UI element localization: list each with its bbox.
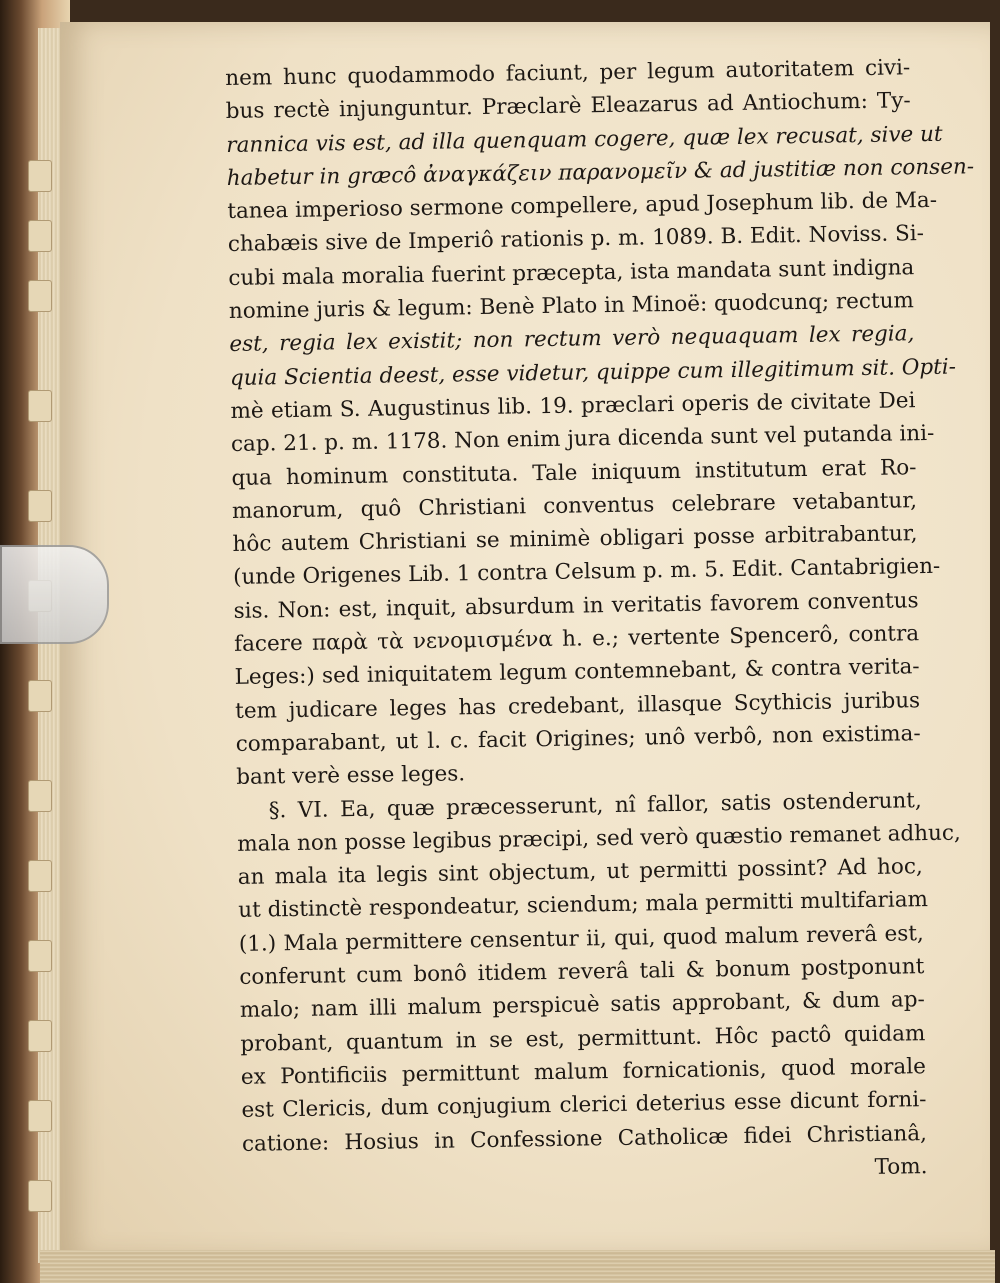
text-line: facere παρὰ τὰ νενομισμένα h. e.; vertente Spencerô, contra <box>233 621 920 657</box>
index-tab <box>28 1020 52 1052</box>
text-line: sis. Non: est, inquit, absurdum in veritatis favorem conventus <box>233 587 919 624</box>
index-tab <box>28 680 52 712</box>
text-line: rannica vis est, ad illa quenquam cogere, quæ lex recusat, sive ut <box>226 121 943 158</box>
index-tabs <box>28 160 54 1260</box>
index-tab <box>28 160 52 192</box>
page-bottom-edge <box>40 1250 995 1283</box>
text-line: nem hunc quodammodo faciunt, per legum autoritatem civi- <box>225 55 911 91</box>
text-line: nomine juris & legum: Benè Plato in Minoë: quodcunq; rectum <box>228 288 915 325</box>
index-tab <box>28 780 52 812</box>
index-tab <box>28 1100 52 1132</box>
text-line: est, regia lex existit; non rectum verò nequaquam lex regia, <box>229 321 915 358</box>
page-text <box>225 51 975 1194</box>
index-tab <box>28 390 52 422</box>
text-line: malo; nam illi malum perspicuè satis approbant, & dum ap- <box>239 987 926 1024</box>
index-tab <box>28 280 52 312</box>
text-line: an mala ita legis sint objectum, ut permitti possint? Ad hoc, <box>237 854 923 891</box>
text-line: hôc autem Christiani se minimè obligari posse arbitrabantur, <box>232 521 918 558</box>
text-line: mè etiam S. Augustinus lib. 19. præclari operis de civitate Dei <box>230 388 916 424</box>
text-line: est Clericis, dum conjugium clerici deterius esse dicunt forni- <box>241 1087 927 1124</box>
index-tab <box>28 1180 52 1212</box>
text-line: comparabant, ut l. c. facit Origines; unô verbô, non existima- <box>235 721 921 757</box>
text-line: bant verè esse leges. <box>236 761 466 791</box>
text-line: manorum, quô Christiani conventus celebrare vetabantur, <box>231 488 918 524</box>
index-tab <box>28 860 52 892</box>
text-line: qua hominum constituta. Tale iniquum institutum erat Ro- <box>231 454 917 491</box>
section-heading-line: §. VI. Ea, quæ præcesserunt, nî fallor, satis ostenderunt, <box>268 787 922 823</box>
text-line: (unde Origenes Lib. 1 contra Celsum p. m. 5. Edit. Cantabrigien- <box>232 554 941 591</box>
index-tab <box>28 220 52 252</box>
text-line: probant, quantum in se est, permittunt. Hôc pactô quidam <box>240 1020 926 1057</box>
catchword: Tom. <box>874 1153 928 1180</box>
index-tab <box>28 940 52 972</box>
text-line: ut distinctè respondeatur, sciendum; mala permitti multifariam <box>238 887 929 924</box>
text-line: mala non posse legibus præcipi, sed verò quæstio remanet adhuc, <box>237 820 961 857</box>
text-line: tem judicare leges has credebant, illasque Scythicis juribus <box>234 687 921 724</box>
text-line: tanea imperioso sermone compellere, apud Josephum lib. de Ma- <box>227 188 938 225</box>
text-line: ex Pontificiis permittunt malum fornicationis, quod morale <box>240 1054 927 1090</box>
text-line: cubi mala moralia fuerint præcepta, ista mandata sunt indigna <box>228 254 915 291</box>
text-line: habetur in græcô ἀναγκάζειν παρανομεῖν & ad justitiæ non consen- <box>226 154 975 191</box>
text-line: Leges:) sed iniquitatem legum contemnebant, & contra verita- <box>234 654 920 691</box>
text-line: bus rectè injunguntur. Præclarè Eleazarus ad Antiochum: Ty- <box>225 88 911 125</box>
text-line: conferunt cum bonô itidem reverâ tali & bonum postponunt <box>239 954 925 990</box>
text-line: (1.) Mala permittere censentur ii, qui, quod malum reverâ est, <box>238 920 924 957</box>
text-line: cap. 21. p. m. 1178. Non enim jura dicenda sunt vel putanda ini- <box>230 421 935 458</box>
page-clip <box>0 545 109 644</box>
text-line: chabæis sive de Imperiô rationis p. m. 1089. B. Edit. Noviss. Si- <box>227 221 925 258</box>
text-line: catione: Hosius in Confessione Catholicæ fidei Christianâ, <box>241 1120 928 1157</box>
index-tab <box>28 490 52 522</box>
text-line: quia Scientia deest, esse videtur, quippe cum illegitimum sit. Opti- <box>229 354 957 391</box>
